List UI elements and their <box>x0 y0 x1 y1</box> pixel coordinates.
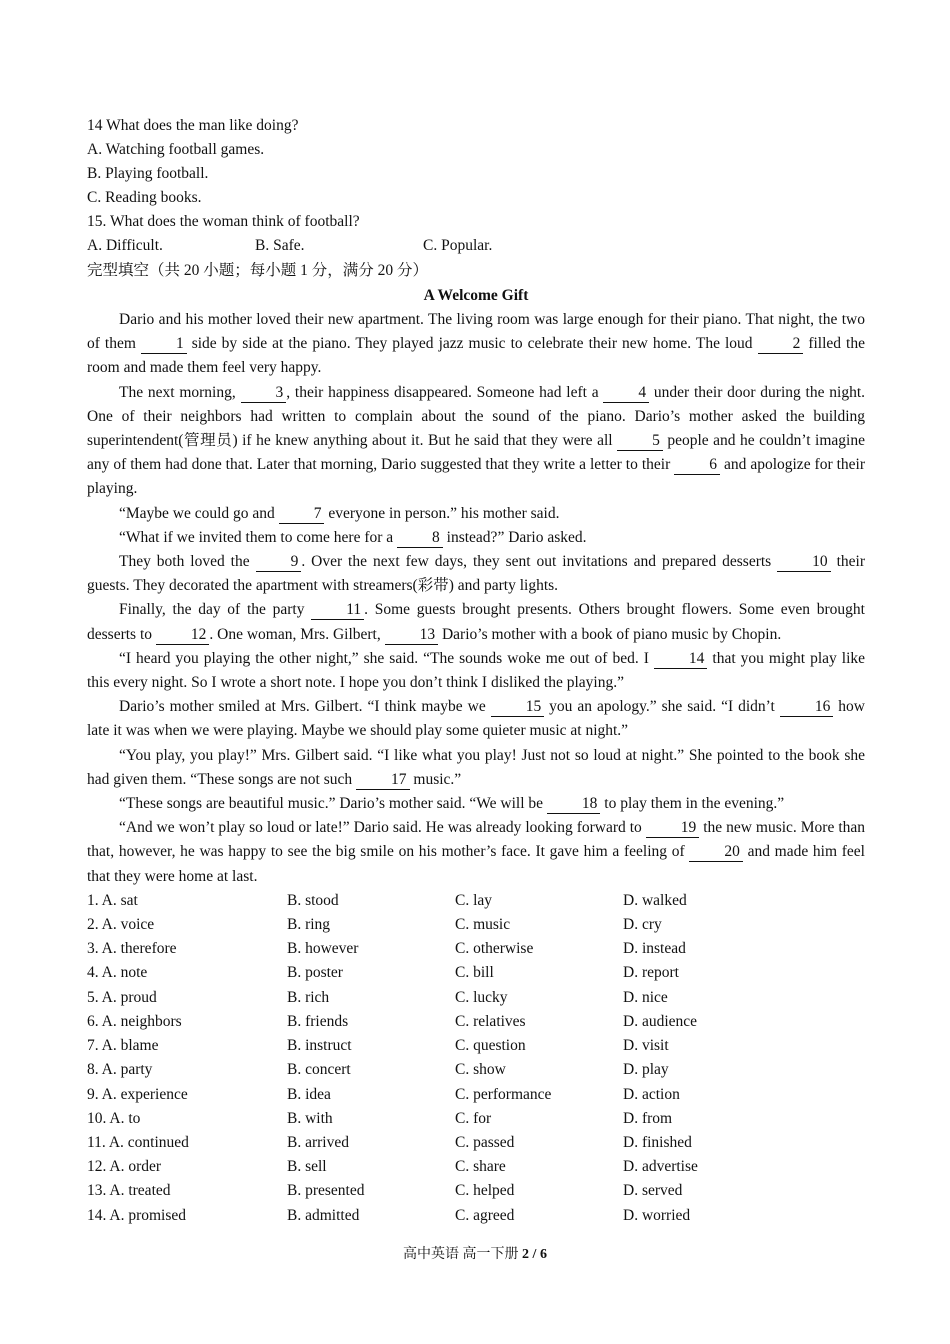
paragraph-6: Finally, the day of the party 11 . Some guests brought presents. Others brought flowers. Some even brought desserts to 12 . One woman, Mrs. Gilbert, 13 Dario’s mother with a book of piano music by Chopin. <box>87 601 865 643</box>
option-2-c: C. music <box>455 916 511 934</box>
options-row <box>87 913 865 937</box>
options-row <box>87 1107 865 1131</box>
blank-2: 2 <box>758 335 804 354</box>
option-13-c: C. helped <box>455 1182 515 1200</box>
passage-title: A Welcome Gift <box>423 287 529 304</box>
option-1-d: D. walked <box>623 891 687 909</box>
page-content <box>87 114 865 1228</box>
option-5-a: 5. A. proud <box>87 988 157 1006</box>
blank-10: 10 <box>777 553 831 572</box>
blank-5: 5 <box>617 432 663 451</box>
page-footer <box>0 1244 950 1266</box>
option-3-b: B. however <box>287 940 359 958</box>
blank-7: 7 <box>279 505 325 524</box>
section-heading: 完型填空（共 20 小题；每小题 1 分，满分 20 分） <box>87 262 429 279</box>
options-row <box>87 1010 865 1034</box>
option-5-c: C. lucky <box>455 988 508 1006</box>
paragraph-1: Dario and his mother loved their new apartment. The living room was large enough for their piano. That night, the two of them 1 side by side at the piano. They played jazz music to celebrate their new home. The loud 2 filled the room and made them feel very happy. <box>87 311 865 377</box>
option-14-c: C. agreed <box>455 1206 515 1224</box>
option-6-c: C. relatives <box>455 1012 526 1030</box>
option-12-c: C. share <box>455 1158 506 1176</box>
paragraph-2: The next morning, 3 , their happiness disappeared. Someone had left a 4 under their door during the night. One of their neighbors had written to complain about the sound of the piano. Dario’s mother asked the building superintendent(管理员) if he knew anything about it. But he said that they were all 5 people and he couldn’t imagine any of them had done that. Later that morning, Dario suggested that they write a letter to their 6 and apologize for their playing. <box>87 383 866 498</box>
question-14-option-a: A. Watching football games. <box>87 141 265 158</box>
question-14-option-b: B. Playing football. <box>87 165 209 182</box>
option-8-b: B. concert <box>287 1061 351 1079</box>
question-15: 15. What does the woman think of football? <box>87 213 360 230</box>
option-10-b: B. with <box>287 1109 333 1127</box>
paragraph-3: “Maybe we could go and 7 everyone in person.” his mother said. <box>119 504 560 522</box>
blank-4: 4 <box>603 384 649 403</box>
blank-12: 12 <box>156 626 210 645</box>
options-row <box>87 937 865 961</box>
question-15-option-a: A. Difficult. <box>87 237 163 254</box>
blank-19: 19 <box>646 819 700 838</box>
option-9-c: C. performance <box>455 1085 552 1103</box>
option-2-b: B. ring <box>287 916 331 934</box>
options-row <box>87 986 865 1010</box>
option-8-d: D. play <box>623 1061 669 1079</box>
option-3-c: C. otherwise <box>455 940 534 958</box>
option-13-d: D. served <box>623 1182 683 1200</box>
blank-20: 20 <box>689 843 743 862</box>
option-14-a: 14. A. promised <box>87 1206 187 1224</box>
option-1-b: B. stood <box>287 891 339 909</box>
option-6-d: D. audience <box>623 1012 698 1030</box>
paragraph-10: “These songs are beautiful music.” Dario’s mother said. “We will be 18 to play them in the evening.” <box>119 795 785 813</box>
options-row <box>87 1204 865 1228</box>
paragraph-4: “What if we invited them to come here for a 8 instead?” Dario asked. <box>119 528 587 546</box>
question-15-options <box>87 234 865 258</box>
question-14-option-c: C. Reading books. <box>87 189 202 206</box>
paragraph-9: “You play, you play!” Mrs. Gilbert said. “I like what you play! Just not so loud at night.” She pointed to the book she had given them. “These songs are not such 17 music.” <box>87 746 865 788</box>
option-10-a: 10. A. to <box>87 1109 141 1127</box>
cloze-options <box>87 889 865 1228</box>
option-1-c: C. lay <box>455 891 493 909</box>
options-row <box>87 961 865 985</box>
blank-15: 15 <box>491 698 545 717</box>
option-6-a: 6. A. neighbors <box>87 1012 182 1030</box>
question-15-option-b: B. Safe. <box>255 237 305 254</box>
option-2-a: 2. A. voice <box>87 916 155 934</box>
option-1-a: 1. A. sat <box>87 891 138 909</box>
option-13-b: B. presented <box>287 1182 365 1200</box>
option-8-a: 8. A. party <box>87 1061 153 1079</box>
blank-16: 16 <box>780 698 834 717</box>
cloze-passage <box>87 308 865 889</box>
option-9-d: D. action <box>623 1085 680 1103</box>
option-14-b: B. admitted <box>287 1206 360 1224</box>
options-row <box>87 1155 865 1179</box>
option-6-b: B. friends <box>287 1012 349 1030</box>
option-8-c: C. show <box>455 1061 506 1079</box>
blank-1: 1 <box>141 335 187 354</box>
option-4-b: B. poster <box>287 964 343 982</box>
options-row <box>87 1131 865 1155</box>
option-3-a: 3. A. therefore <box>87 940 177 958</box>
option-7-d: D. visit <box>623 1037 669 1055</box>
option-9-a: 9. A. experience <box>87 1085 188 1103</box>
paragraph-7: “I heard you playing the other night,” she said. “The sounds woke me out of bed. I 14 that you might play like this every night. So I wrote a short note. I hope you don’t think I disliked the playing.” <box>87 649 866 692</box>
option-2-d: D. cry <box>623 916 662 934</box>
option-7-a: 7. A. blame <box>87 1037 159 1055</box>
blank-18: 18 <box>547 795 601 814</box>
paragraph-8: Dario’s mother smiled at Mrs. Gilbert. “I think maybe we 15 you an apology.” she said. “I didn’t 16 how late it was when we were playing. Maybe we should play some quieter music at night.” <box>87 698 865 740</box>
options-row <box>87 1179 865 1203</box>
footer-subject: 高中英语 高一下册 <box>403 1247 519 1262</box>
paragraph-5: They both loved the 9 . Over the next few days, they sent out invitations and prepared desserts 10 their guests. They decorated the apartment with streamers(彩带) and party lights. <box>87 553 866 595</box>
option-7-c: C. question <box>455 1037 526 1055</box>
page-separator: / <box>529 1247 540 1262</box>
option-12-a: 12. A. order <box>87 1158 162 1176</box>
option-3-d: D. instead <box>623 940 686 958</box>
option-11-c: C. passed <box>455 1133 515 1151</box>
option-14-d: D. worried <box>623 1206 691 1224</box>
option-11-b: B. arrived <box>287 1133 349 1151</box>
option-5-d: D. nice <box>623 988 668 1006</box>
question-15-option-c: C. Popular. <box>423 237 493 254</box>
blank-9: 9 <box>256 553 302 572</box>
blank-3: 3 <box>241 384 287 403</box>
options-row <box>87 1058 865 1082</box>
options-row <box>87 1034 865 1058</box>
page-number: 2 <box>522 1247 530 1262</box>
option-12-b: B. sell <box>287 1158 327 1176</box>
option-10-c: C. for <box>455 1109 492 1127</box>
option-7-b: B. instruct <box>287 1037 352 1055</box>
option-4-c: C. bill <box>455 964 494 982</box>
paragraph-11: “And we won’t play so loud or late!” Dario said. He was already looking forward to 19 the new music. More than that, however, he was happy to see the big smile on his mother’s face. It gave him a feeling of 20 and made him feel that they were home at last. <box>87 819 866 885</box>
options-row <box>87 889 865 913</box>
option-11-d: D. finished <box>623 1133 692 1151</box>
page-total: 6 <box>539 1247 547 1262</box>
question-14: 14 What does the man like doing? <box>87 117 299 134</box>
option-11-a: 11. A. continued <box>87 1133 189 1151</box>
blank-17: 17 <box>356 771 410 790</box>
option-4-a: 4. A. note <box>87 964 148 982</box>
option-5-b: B. rich <box>287 988 330 1006</box>
option-10-d: D. from <box>623 1109 673 1127</box>
blank-11: 11 <box>311 601 364 620</box>
options-row <box>87 1083 865 1107</box>
blank-13: 13 <box>385 626 439 645</box>
blank-8: 8 <box>397 529 443 548</box>
option-9-b: B. idea <box>287 1085 331 1103</box>
option-4-d: D. report <box>623 964 679 982</box>
option-12-d: D. advertise <box>623 1158 698 1176</box>
blank-14: 14 <box>654 650 708 669</box>
blank-6: 6 <box>674 456 720 475</box>
option-13-a: 13. A. treated <box>87 1182 171 1200</box>
